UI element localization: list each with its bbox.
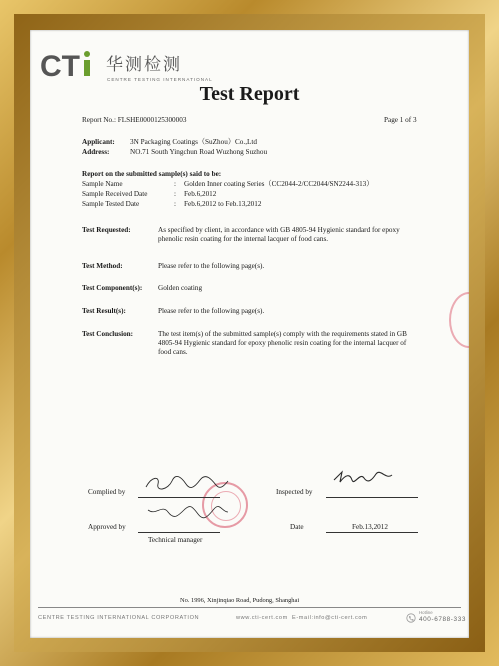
test-method-label: Test Method: <box>82 262 123 270</box>
certificate-page <box>30 30 469 638</box>
applicant-label: Applicant: <box>82 138 115 146</box>
address-label: Address: <box>82 148 110 156</box>
colon: : <box>174 180 176 188</box>
report-title: Test Report <box>199 83 300 105</box>
test-component-value: Golden coating <box>158 284 203 292</box>
hotline-number: 400-6788-333 <box>419 616 466 623</box>
sample-name-value: Golden Inner coating Series（CC2044-2/CC2044/SN2244-313） <box>184 180 374 188</box>
received-date-value: Feb.6,2012 <box>184 190 217 198</box>
date-label: Date <box>290 523 304 531</box>
hotline-label: Hotline <box>419 610 433 615</box>
inspected-label: Inspected by <box>276 488 313 496</box>
test-result-value: Please refer to the following page(s). <box>158 307 265 315</box>
footer-divider <box>38 607 461 608</box>
office-address: No. 1996, Xinjinqiao Road, Pudong, Shanghai <box>180 597 300 604</box>
address-value: NO.71 South Yingchun Road Wuzhong Suzhou <box>130 148 268 156</box>
colon: : <box>174 200 176 208</box>
test-requested-label: Test Requested: <box>82 226 131 234</box>
logo-image <box>40 50 240 84</box>
approved-label: Approved by <box>88 523 126 531</box>
compiled-label: Complied by <box>88 488 126 496</box>
applicant-value: 3N Packaging Coatings（SuZhou）Co.,Ltd <box>130 138 257 146</box>
tested-date-label: Sample Tested Date <box>82 200 140 208</box>
test-method-value: Please refer to the following page(s). <box>158 262 265 270</box>
svg-text:华测检测: 华测检测 <box>106 55 182 75</box>
test-conclusion-value: The test item(s) of the submitted sample(s) comply with the requirements stated in GB 4805-94 Hygienic standard for epoxy phenolic resin coating for the internal lacquer of food cans. <box>158 330 407 356</box>
seal-stamp-edge <box>449 292 469 348</box>
footer-email: E-mail:info@cti-cert.com <box>292 615 368 621</box>
test-component-label: Test Component(s): <box>82 284 143 292</box>
colon: : <box>174 190 176 198</box>
date-line <box>326 532 418 533</box>
svg-text:CT: CT <box>40 50 80 83</box>
received-date-label: Sample Received Date <box>82 190 148 198</box>
hotline-block <box>406 610 464 626</box>
footer-company: CENTRE TESTING INTERNATIONAL CORPORATION <box>38 615 200 621</box>
page-indicator: Page 1 of 3 <box>384 116 417 124</box>
date-value: Feb.13,2012 <box>352 523 388 531</box>
compiled-line <box>138 497 220 498</box>
signature-compiled <box>142 472 232 494</box>
inspected-line <box>326 497 418 498</box>
sample-name-label: Sample Name <box>82 180 123 188</box>
test-requested-value: As specified by client, in accordance with GB 4805-94 Hygienic standard for epoxy phenolic resin coating for the internal lacquer of food cans. <box>158 226 400 243</box>
report-number: Report No.: FLSHE0000125300003 <box>82 116 187 124</box>
test-result-label: Test Result(s): <box>82 307 126 315</box>
sample-header: Report on the submitted sample(s) said to be: <box>82 170 222 178</box>
cti-logo <box>40 50 240 84</box>
approved-title: Technical manager <box>148 536 203 544</box>
signature-approved <box>142 500 232 522</box>
footer-website: www.cti-cert.com <box>236 615 288 621</box>
approved-line <box>138 532 220 533</box>
svg-text:CENTRE TESTING INTERNATIONAL: CENTRE TESTING INTERNATIONAL <box>107 77 213 82</box>
test-conclusion-label: Test Conclusion: <box>82 330 134 338</box>
phone-icon <box>406 613 416 623</box>
signature-inspected <box>330 466 400 488</box>
tested-date-value: Feb.6,2012 to Feb.13,2012 <box>184 200 262 208</box>
